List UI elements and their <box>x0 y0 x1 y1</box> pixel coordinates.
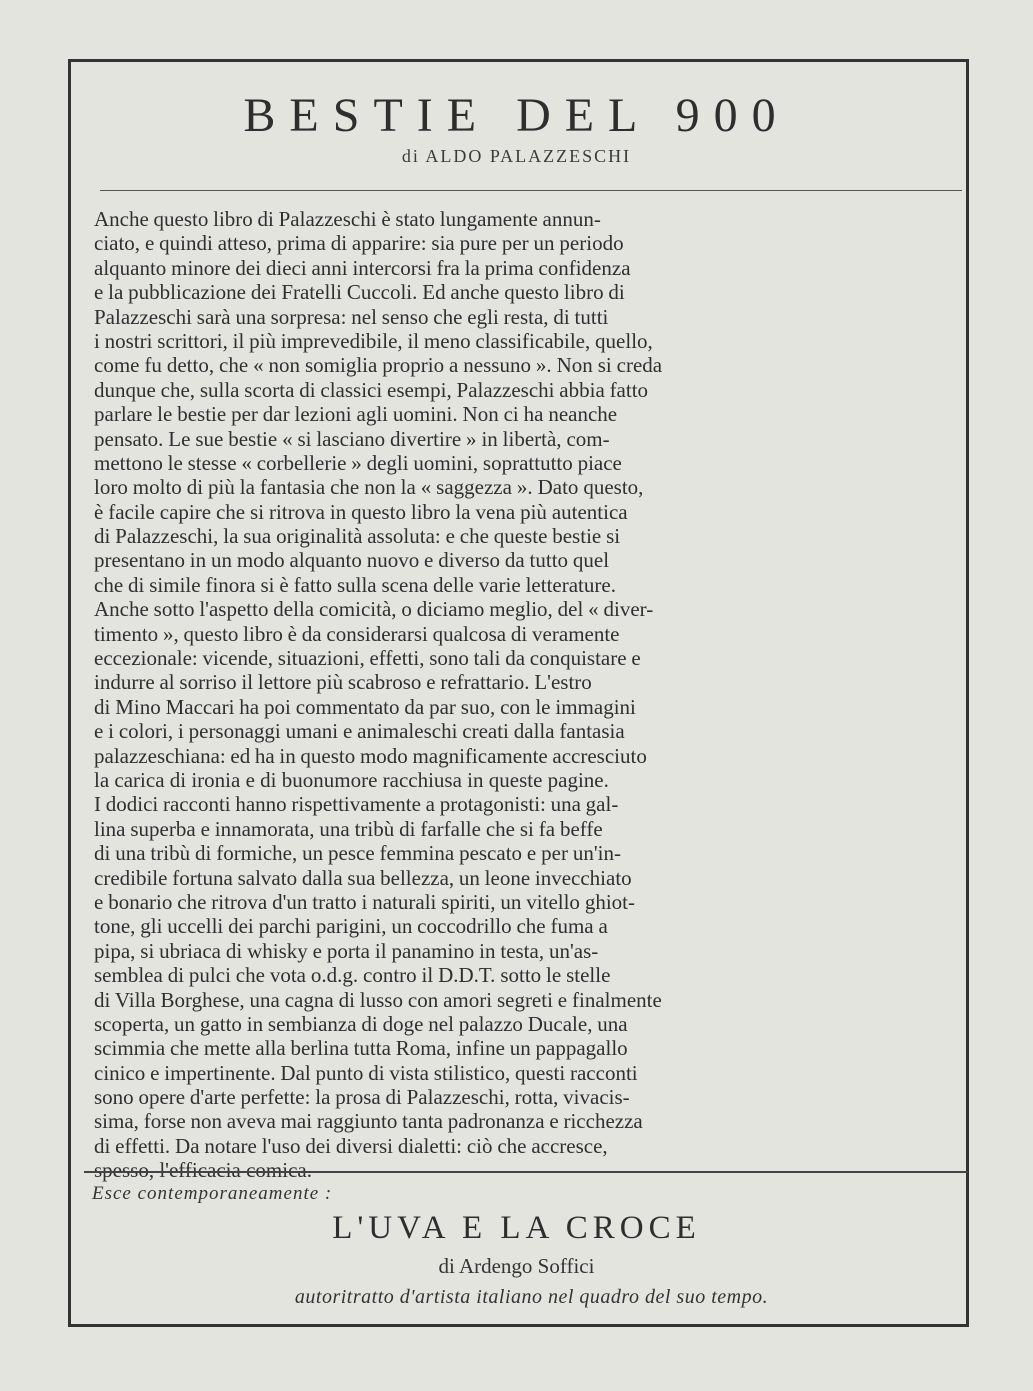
page-title: BESTIE DEL 900 <box>243 89 790 142</box>
text-line: di Mino Maccari ha poi commentato da par suo, con le immagini <box>94 694 636 719</box>
text-line: pensato. Le sue bestie « si lasciano divertire » in libertà, com- <box>94 426 610 451</box>
text-line: Palazzeschi sarà una sorpresa: nel senso che egli resta, di tutti <box>94 304 609 329</box>
text-line: I dodici racconti hanno rispettivamente a protagonisti: una gal- <box>94 792 619 817</box>
text-line: palazzeschiana: ed ha in questo modo magnificamente accresciuto <box>94 743 647 768</box>
text-line: sono opere d'arte perfette: la prosa di Palazzeschi, rotta, vivacis- <box>94 1085 630 1110</box>
bottom-divider <box>84 1171 968 1173</box>
text-line: pipa, si ubriaca di whisky e porta il panamino in testa, un'as- <box>94 938 599 963</box>
text-line: parlare le bestie per dar lezioni agli uomini. Non ci ha neanche <box>94 402 618 427</box>
text-line: lina superba e innamorata, una tribù di farfalle che si fa beffe <box>94 816 603 841</box>
text-line: timento », questo libro è da considerarsi qualcosa di veramente <box>94 621 620 646</box>
author-byline: di ALDO PALAZZESCHI <box>401 146 632 166</box>
companion-book-subtitle: autoritratto d'artista italiano nel quadro del suo tempo. <box>294 1286 769 1308</box>
text-line: indurre al sorriso il lettore più scabroso e refrattario. L'estro <box>94 670 592 695</box>
text-line: di una tribù di formiche, un pesce femmina pescato e per un'in- <box>94 841 621 866</box>
text-line: e bonario che ritrova d'un tratto i naturali spiriti, un vitello ghiot- <box>94 889 635 914</box>
text-line: eccezionale: vicende, situazioni, effetti, sono tali da conquistare e <box>94 646 641 671</box>
text-line: di Villa Borghese, una cagna di lusso con amori segreti e finalmente <box>94 987 662 1012</box>
text-line: Anche questo libro di Palazzeschi è stato lungamente annun- <box>94 207 601 231</box>
text-line: è facile capire che si ritrova in questo libro la vena più autentica <box>94 499 628 524</box>
text-line: di Palazzeschi, la sua originalità assoluta: e che queste bestie si <box>94 524 621 549</box>
text-line: mettono le stesse « corbellerie » degli uomini, soprattutto piace <box>94 450 622 475</box>
text-line: spesso, l'efficacia comica. <box>94 1158 312 1183</box>
text-line: cinico e impertinente. Dal punto di vista stilistico, questi racconti <box>94 1060 638 1085</box>
text-line: tone, gli uccelli dei parchi parigini, un coccodrillo che fuma a <box>94 914 608 939</box>
text-line: scoperta, un gatto in sembianza di doge nel palazzo Ducale, una <box>94 1011 628 1036</box>
text-line: che di simile finora si è fatto sulla scena delle varie letterature. <box>94 572 616 597</box>
companion-book-author: di Ardengo Soffici <box>438 1254 595 1278</box>
top-divider <box>100 190 962 191</box>
text-line: semblea di pulci che vota o.d.g. contro il D.D.T. sotto le stelle <box>94 963 611 988</box>
text-line: di effetti. Da notare l'uso dei diversi dialetti: ciò che accresce, <box>94 1133 608 1158</box>
text-line: i nostri scrittori, il più imprevedibile, il meno classificabile, quello, <box>94 328 653 353</box>
text-line: ciato, e quindi atteso, prima di apparire: sia pure per un periodo <box>94 231 624 256</box>
text-line: la carica di ironia e di buonumore racchiusa in queste pagine. <box>94 767 609 792</box>
text-line: presentano in un modo alquanto nuovo e diverso da tutto quel <box>94 548 610 573</box>
text-line: alquanto minore dei dieci anni intercorsi fra la prima confidenza <box>94 255 631 280</box>
text-line: Anche sotto l'aspetto della comicità, o diciamo meglio, del « diver- <box>94 597 654 622</box>
text-line: scimmia che mette alla berlina tutta Roma, infine un pappagallo <box>94 1036 628 1061</box>
text-line: e la pubblicazione dei Fratelli Cuccoli. Ed anche questo libro di <box>94 280 625 305</box>
companion-book-title: L'UVA E LA CROCE <box>332 1210 701 1246</box>
article-body <box>94 207 964 1183</box>
text-line: come fu detto, che « non somiglia proprio a nessuno ». Non si creda <box>94 353 663 378</box>
text-line: e i colori, i personaggi umani e animaleschi creati dalla fantasia <box>94 719 625 744</box>
text-line: credibile fortuna salvato dalla sua bellezza, un leone invecchiato <box>94 865 632 890</box>
text-line: sima, forse non aveva mai raggiunto tanta padronanza e ricchezza <box>94 1109 643 1134</box>
text-line: dunque che, sulla scorta di classici esempi, Palazzeschi abbia fatto <box>94 377 649 402</box>
also-published-label: Esce contemporaneamente : <box>92 1183 333 1204</box>
text-line: loro molto di più la fantasia che non la « saggezza ». Dato questo, <box>94 475 644 500</box>
